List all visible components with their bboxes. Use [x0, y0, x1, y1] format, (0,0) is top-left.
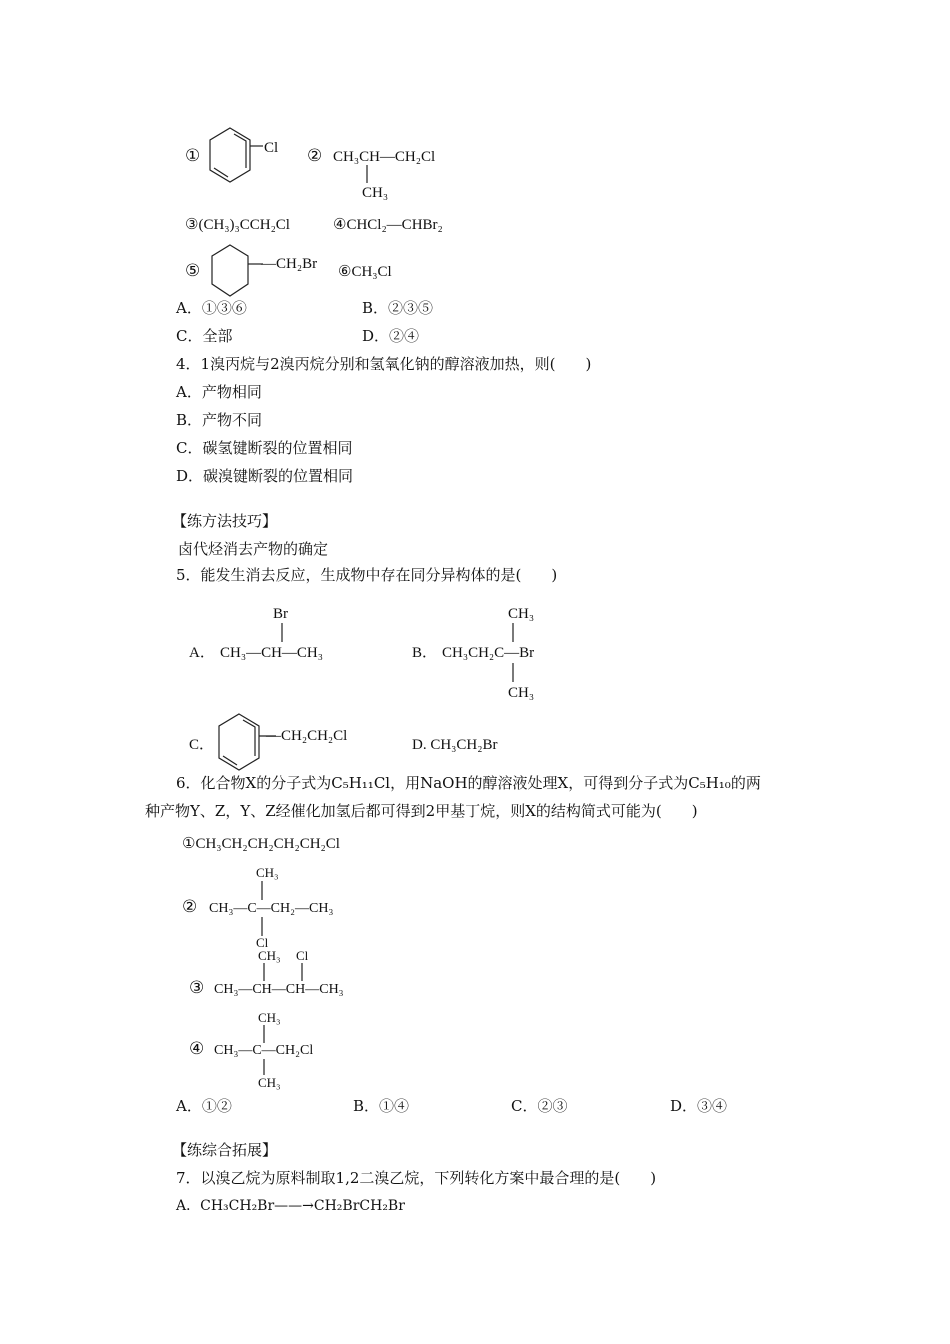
q5-a-main: CH₃—CH—CH₃: [220, 645, 323, 661]
q7-stem: 7．以溴乙烷为原料制取1,2二溴乙烷，下列转化方案中最合理的是( ): [176, 1169, 657, 1187]
q4-option-a: A．产物相同: [176, 383, 262, 401]
q3-option-c: C．全部: [176, 327, 233, 345]
q6-stem-line1: 6．化合物X的分子式为C₅H₁₁Cl，用NaOH的醇溶液处理X，可得到分子式为C₅H₁₀的两: [176, 774, 761, 792]
q7-option-a: A．CH₃CH₂Br——→CH₂BrCH₂Br: [176, 1198, 405, 1214]
q3-item5-sub: —CH₂Br: [261, 256, 318, 272]
q6-option-b: B．①④: [353, 1097, 410, 1115]
cyclohexane-ring: [205, 244, 269, 302]
q3-item2-bond: [365, 165, 369, 185]
q6-struct-4-bottom: CH₃: [258, 1075, 281, 1090]
q5-d: D. CH₃CH₂Br: [412, 737, 498, 753]
q6-stem-line2: 种产物Y、Z，Y、Z经催化加氢后都可得到2甲基丁烷，则X的结构简式可能为( ): [145, 802, 698, 820]
q6-struct-4-top: CH₃: [258, 1010, 281, 1025]
section-title-comprehensive: 【练综合拓展】: [172, 1141, 278, 1159]
q5-b-top: CH₃: [508, 606, 535, 622]
q5-b-main: CH₃CH₂C—Br: [442, 645, 535, 661]
q5-a-label: A．: [189, 645, 215, 661]
q3-option-b: B．②③⑤: [362, 299, 434, 317]
q6-struct-3-label: ③: [189, 978, 205, 998]
q6-struct-2-main: CH₃—C—CH₂—CH₃: [209, 901, 334, 916]
q4-option-d: D．碳溴键断裂的位置相同: [176, 467, 354, 485]
q5-b-bond-bottom: [511, 663, 515, 683]
q6-struct-2-bond-top: [260, 881, 264, 901]
q3-item2-branch: CH₃: [362, 185, 389, 201]
q3-item1-cl: Cl: [264, 140, 279, 156]
q3-item2-label: ②: [307, 146, 323, 166]
q5-c-sub: —CH₂CH₂Cl: [266, 728, 348, 744]
q6-struct-3-bonds: [262, 963, 306, 983]
q5-b-bond-top: [511, 623, 515, 643]
q3-option-a: A．①③⑥: [176, 299, 247, 317]
q3-item2-main: CH₃CH—CH₂Cl: [333, 149, 436, 165]
q6-struct-3-main: CH₃—CH—CH—CH₃: [214, 982, 344, 997]
q6-struct-2-top: CH₃: [256, 865, 279, 880]
q5-b-bottom: CH₃: [508, 685, 535, 701]
q6-struct-1: ①CH₃CH₂CH₂CH₂CH₂Cl: [182, 836, 340, 852]
q3-option-d: D．②④: [362, 327, 420, 345]
q4-option-b: B．产物不同: [176, 411, 263, 429]
q6-struct-4-label: ④: [189, 1039, 205, 1059]
q6-option-d: D．③④: [670, 1097, 728, 1115]
benzene-ring-1: [205, 126, 265, 188]
q6-struct-2-bottom: Cl: [256, 935, 269, 950]
q6-struct-2-label: ②: [182, 897, 198, 917]
q3-item6: ⑥CH₃Cl: [338, 264, 392, 280]
q6-struct-3-top1: CH₃: [258, 948, 281, 963]
q6-option-a: A．①②: [176, 1097, 232, 1115]
q5-b-label: B．: [412, 645, 438, 661]
q6-option-c: C．②③: [511, 1097, 568, 1115]
q5-a-bond: [280, 623, 284, 643]
q4-stem: 4．1溴丙烷与2溴丙烷分别和氢氧化钠的醇溶液加热，则( ): [176, 355, 592, 373]
q6-struct-4-main: CH₃—C—CH₂Cl: [214, 1043, 314, 1058]
q5-c-label: C．: [189, 737, 215, 753]
q6-struct-3-top2: Cl: [296, 948, 309, 963]
q4-option-c: C．碳氢键断裂的位置相同: [176, 439, 353, 457]
section-subtitle: 卤代烃消去产物的确定: [178, 540, 329, 558]
q3-item1-label: ①: [185, 146, 201, 166]
q3-item4: ④CHCl₂—CHBr₂: [333, 217, 443, 233]
q3-item3: ③(CH₃)₃CCH₂Cl: [185, 217, 290, 233]
section-title-methods: 【练方法技巧】: [172, 512, 278, 530]
q5-stem: 5．能发生消去反应，生成物中存在同分异构体的是( ): [176, 566, 558, 584]
q3-item5-label: ⑤: [185, 261, 201, 281]
q5-a-br: Br: [273, 606, 288, 622]
